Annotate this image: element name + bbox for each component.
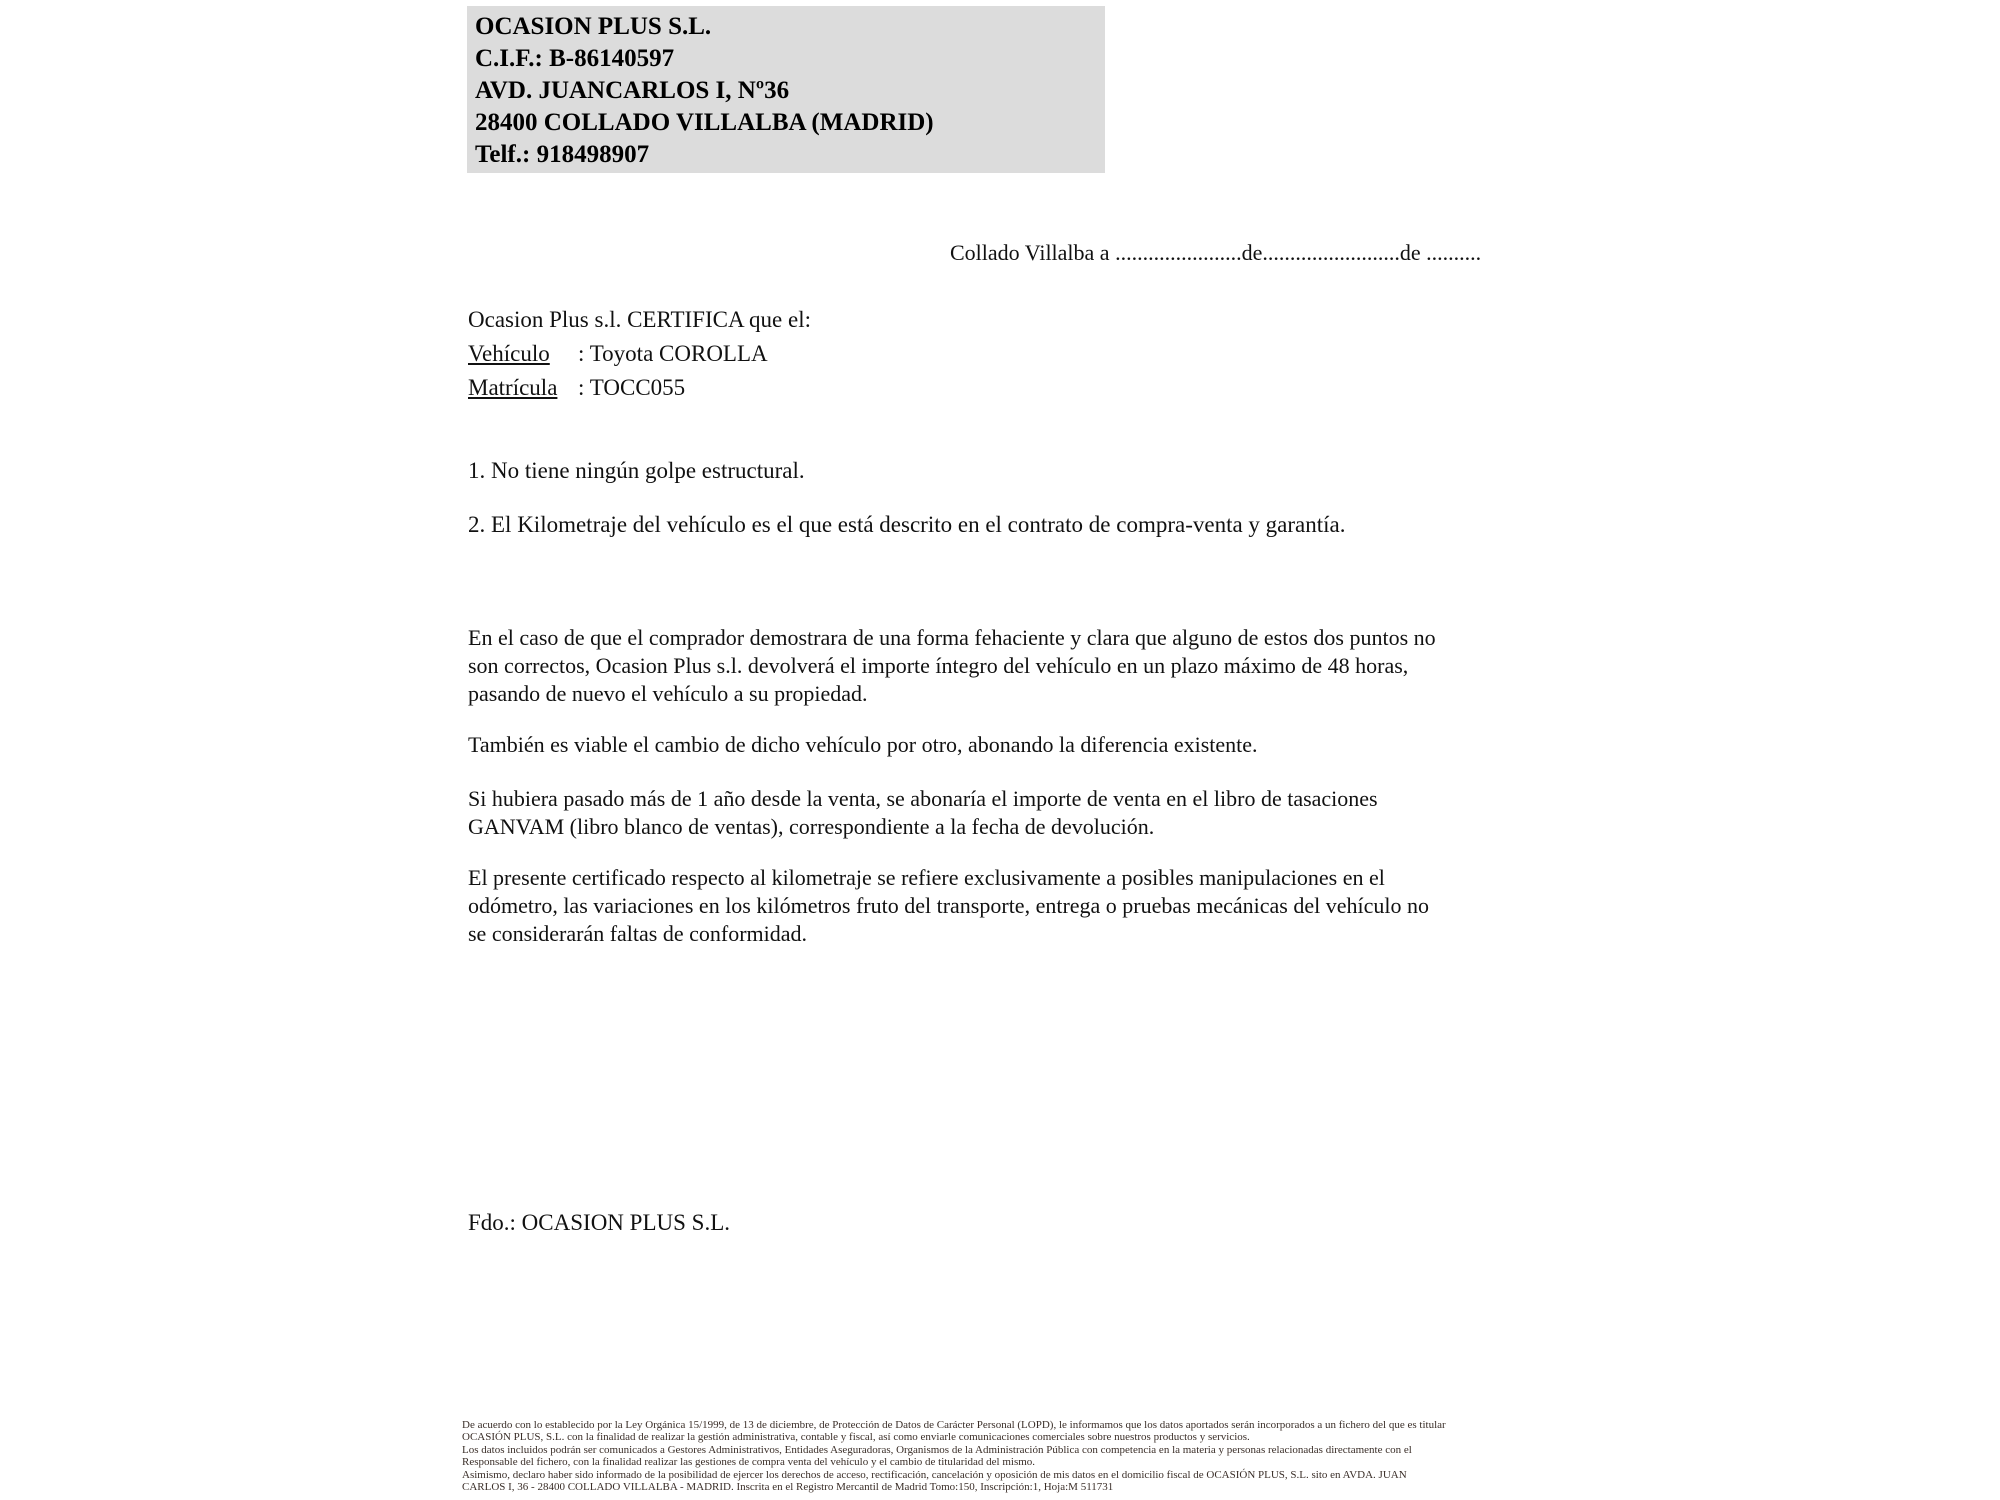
plate-value: TOCC055 bbox=[589, 375, 686, 400]
paragraph-odometer-line: El presente certificado respecto al kilometraje se refiere exclusivamente a posibles manipulaciones en el bbox=[468, 865, 1385, 890]
certification-block bbox=[468, 303, 811, 405]
paragraph-ganvam-line: Si hubiera pasado más de 1 año desde la venta, se abonaría el importe de venta en el libro de tasaciones bbox=[468, 786, 1378, 811]
paragraph-refund-line: En el caso de que el comprador demostrara de una forma fehaciente y clara que alguno de estos dos puntos no bbox=[468, 625, 1436, 650]
paragraph-odometer-line: odómetro, las variaciones en los kilómetros fruto del transporte, entrega o pruebas mecánicas del vehículo no bbox=[468, 893, 1429, 918]
company-address: AVD. JUANCARLOS I, Nº36 bbox=[475, 77, 790, 104]
plate-label: Matrícula bbox=[468, 375, 558, 400]
legal-footer bbox=[462, 1419, 1572, 1493]
company-city: 28400 COLLADO VILLALBA (MADRID) bbox=[475, 109, 934, 136]
company-phone: Telf.: 918498907 bbox=[475, 141, 650, 168]
legal-footer-line: Los datos incluidos podrán ser comunicados a Gestores Administrativos, Entidades Aseguradoras, Organismos de la Administración Pública con competencia en la materia y personas relacionadas directamente con el bbox=[462, 1443, 1412, 1456]
date-line: Collado Villalba a .......................de.........................de .......... bbox=[950, 240, 1482, 265]
paragraph-odometer-line: se considerarán faltas de conformidad. bbox=[468, 921, 808, 946]
legal-footer-line: Responsable del fichero, con la finalidad realizar las gestiones de compra venta del vehículo y el cambio de titularidad del mismo. bbox=[462, 1456, 1036, 1469]
legal-footer-line: Asimismo, declaro haber sido informado de la posibilidad de ejercer los derechos de acceso, rectificación, cancelación y oposición de mis datos en el domicilio fiscal de OCASIÓN PLUS, S.L. sito en AVDA. JUAN bbox=[462, 1468, 1407, 1481]
plate-separator: : bbox=[578, 375, 590, 400]
signature-line: Fdo.: OCASION PLUS S.L. bbox=[468, 1210, 730, 1235]
paragraph-ganvam-line: GANVAM (libro blanco de ventas), correspondiente a la fecha de devolución. bbox=[468, 814, 1155, 839]
point-mileage: 2. El Kilometraje del vehículo es el que está descrito en el contrato de compra-venta y garantía. bbox=[468, 512, 1346, 537]
company-name: OCASION PLUS S.L. bbox=[475, 13, 712, 40]
company-cif: C.I.F.: B-86140597 bbox=[475, 45, 675, 72]
paragraph-refund bbox=[468, 624, 1558, 708]
point-no-structural-damage: 1. No tiene ningún golpe estructural. bbox=[468, 458, 805, 483]
paragraph-exchange-line: También es viable el cambio de dicho vehículo por otro, abonando la diferencia existente. bbox=[468, 732, 1258, 757]
paragraph-exchange bbox=[468, 731, 1558, 759]
vehicle-value: Toyota COROLLA bbox=[589, 341, 768, 366]
paragraph-ganvam bbox=[468, 785, 1558, 841]
company-header-box bbox=[467, 6, 1105, 173]
certification-intro: Ocasion Plus s.l. CERTIFICA que el: bbox=[468, 307, 811, 332]
paragraph-refund-line: son correctos, Ocasion Plus s.l. devolverá el importe íntegro del vehículo en un plazo máximo de 48 horas, bbox=[468, 653, 1409, 678]
vehicle-separator: : bbox=[578, 341, 590, 366]
vehicle-field bbox=[468, 337, 811, 371]
legal-footer-line: De acuerdo con lo establecido por la Ley Orgánica 15/1999, de 13 de diciembre, de Protección de Datos de Carácter Personal (LOPD), le informamos que los datos aportados serán incorporados a un fichero del que es titular bbox=[462, 1419, 1446, 1431]
legal-footer-line: CARLOS I, 36 - 28400 COLLADO VILLALBA - MADRID. Inscrita en el Registro Mercantil de Madrid Tomo:150, Inscripción:1, Hoja:M 511731 bbox=[462, 1481, 1114, 1494]
legal-footer-line: OCASIÓN PLUS, S.L. con la finalidad de realizar la gestión administrativa, contable y fiscal, así como enviarle comunicaciones comerciales sobre nuestros productos y servicios. bbox=[462, 1431, 1250, 1444]
vehicle-label: Vehículo bbox=[468, 341, 550, 366]
paragraph-odometer bbox=[468, 864, 1558, 948]
plate-field bbox=[468, 371, 811, 405]
paragraph-refund-line: pasando de nuevo el vehículo a su propiedad. bbox=[468, 681, 868, 706]
